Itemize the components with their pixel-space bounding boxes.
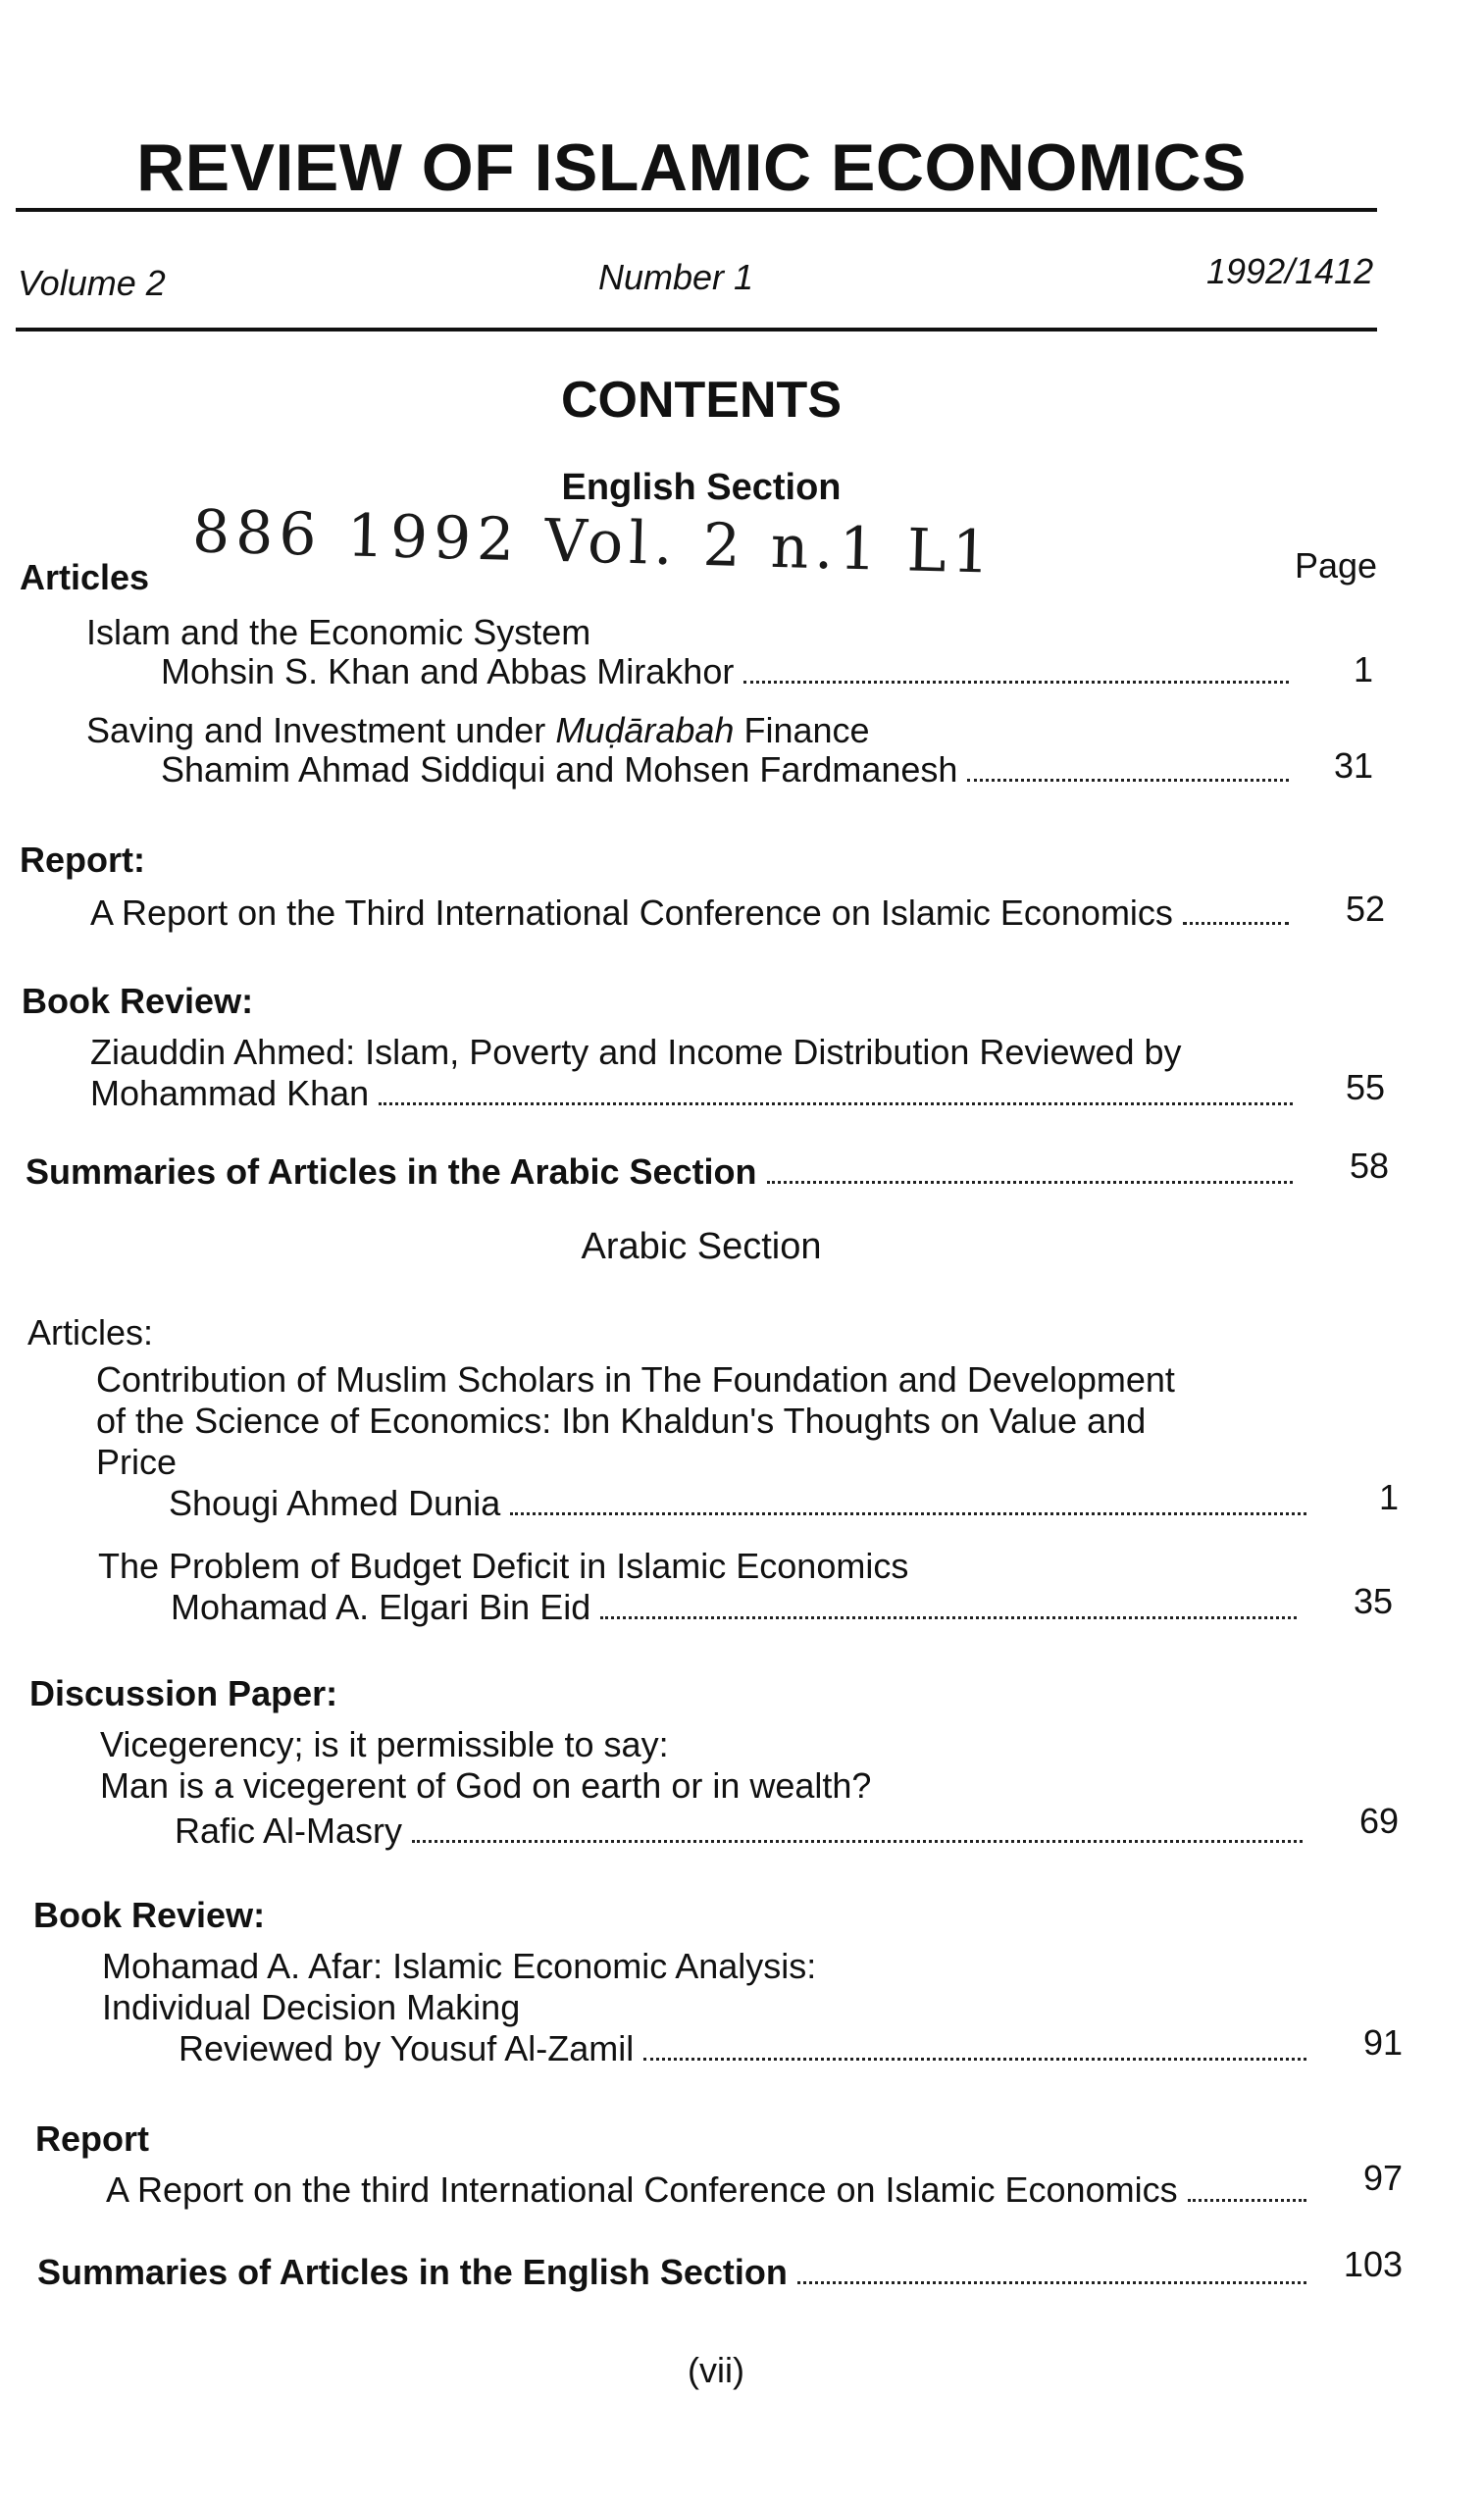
- ar-article-2-page: 35: [1353, 1581, 1393, 1621]
- english-section-heading: English Section: [561, 467, 842, 508]
- en-article-2-title: Saving and Investment under Muḍārabah Finance: [86, 710, 870, 750]
- ar-article-2-title: The Problem of Budget Deficit in Islamic Economics: [98, 1546, 909, 1586]
- ar-report-text: A Report on the third International Conference on Islamic Economics: [106, 2169, 1178, 2210]
- en-article-2-page: 31: [1333, 745, 1373, 786]
- ar-discussion-line1: Vicegerency; is it permissible to say:: [100, 1724, 669, 1764]
- leader-dots: [767, 1181, 1293, 1184]
- en-article-1-authors: Mohsin S. Khan and Abbas Mirakhor: [161, 651, 735, 691]
- leader-dots: [797, 2281, 1306, 2284]
- leader-dots: [743, 681, 1289, 684]
- en-book-review-line2: Mohammad Khan: [90, 1073, 370, 1113]
- ar-discussion-page: 69: [1358, 1801, 1399, 1841]
- en-article-1-page: 1: [1353, 649, 1373, 689]
- leader-dots: [1183, 922, 1289, 925]
- leader-dots: [600, 1616, 1297, 1619]
- page-column-label: Page: [1295, 545, 1378, 586]
- ar-report-page: 97: [1362, 2158, 1403, 2198]
- leader-dots: [967, 779, 1289, 782]
- ar-book-review-page: 91: [1362, 2022, 1403, 2063]
- ar-discussion-authors: Rafic Al-Masry: [175, 1811, 403, 1851]
- issue-year: 1992/1412: [1206, 251, 1374, 291]
- ar-book-review-label: Book Review:: [33, 1895, 266, 1935]
- ar-article-2-authors: Mohamad A. Elgari Bin Eid: [171, 1587, 591, 1627]
- en-article-1-authors-row: [161, 651, 1299, 692]
- ar-summaries-text: Summaries of Articles in the English Section: [37, 2252, 788, 2292]
- en-book-review-label: Book Review:: [22, 981, 254, 1021]
- top-rule: [16, 208, 1377, 212]
- ar-discussion-line2: Man is a vicegerent of God on earth or in wealth?: [100, 1765, 872, 1806]
- ar-book-review-line3: Reviewed by Yousuf Al-Zamil: [179, 2028, 635, 2068]
- en-report-text: A Report on the Third International Conference on Islamic Economics: [90, 893, 1173, 933]
- en-article-1-title: Islam and the Economic System: [86, 612, 591, 652]
- ar-book-review-line1: Mohamad A. Afar: Islamic Economic Analysis:: [102, 1946, 817, 1986]
- en-report-label: Report:: [20, 840, 145, 880]
- ar-summaries-row: [37, 2252, 1316, 2293]
- en-report-row: [90, 893, 1299, 934]
- en-article-2-authors-row: [161, 749, 1299, 791]
- english-articles-label: Articles: [20, 557, 150, 597]
- en-book-review-line1: Ziauddin Ahmed: Islam, Poverty and Income Distribution Reviewed by: [90, 1032, 1182, 1072]
- ar-book-review-row: [179, 2028, 1316, 2069]
- ar-discussion-authors-row: [175, 1811, 1312, 1852]
- arabic-section-heading: Arabic Section: [581, 1226, 822, 1267]
- ar-article-1-page: 1: [1378, 1477, 1399, 1517]
- handwritten-note: 886 1992 Vol. 2 n.1 L1: [191, 497, 997, 587]
- en-summaries-page: 58: [1349, 1146, 1389, 1186]
- en-book-review-page: 55: [1345, 1067, 1385, 1107]
- journal-title: REVIEW OF ISLAMIC ECONOMICS: [136, 130, 1247, 205]
- ar-report-label: Report: [35, 2118, 149, 2159]
- ar-article-1-title-line1: Contribution of Muslim Scholars in The Foundation and Development: [96, 1359, 1175, 1400]
- leader-dots: [379, 1102, 1293, 1105]
- ar-article-2-authors-row: [171, 1587, 1306, 1628]
- ar-book-review-line2: Individual Decision Making: [102, 1987, 521, 2027]
- ar-article-1-title-line2: of the Science of Economics: Ibn Khaldun's Thoughts on Value and: [96, 1401, 1147, 1441]
- leader-dots: [643, 2058, 1306, 2061]
- leader-dots: [510, 1512, 1306, 1515]
- ar-article-1-authors-row: [169, 1483, 1316, 1524]
- bottom-rule: [16, 328, 1377, 332]
- contents-heading: CONTENTS: [561, 372, 842, 429]
- ar-article-1-title-line3: Price: [96, 1442, 178, 1482]
- leader-dots: [412, 1840, 1303, 1843]
- en-article-2-authors: Shamim Ahmad Siddiqui and Mohsen Fardmanesh: [161, 749, 958, 790]
- ar-discussion-label: Discussion Paper:: [29, 1673, 338, 1713]
- en-summaries-text: Summaries of Articles in the Arabic Section: [26, 1151, 757, 1192]
- issue-volume: Volume 2: [18, 263, 166, 303]
- ar-report-row: [106, 2169, 1316, 2211]
- en-report-page: 52: [1345, 889, 1385, 929]
- ar-articles-label: Articles:: [27, 1312, 154, 1352]
- page-number: (vii): [688, 2350, 744, 2390]
- en-book-review-row: [90, 1073, 1303, 1114]
- ar-article-1-authors: Shougi Ahmed Dunia: [169, 1483, 501, 1523]
- issue-number: Number 1: [598, 257, 754, 297]
- ar-summaries-page: 103: [1343, 2244, 1403, 2284]
- leader-dots: [1188, 2199, 1306, 2202]
- en-summaries-row: [26, 1151, 1303, 1193]
